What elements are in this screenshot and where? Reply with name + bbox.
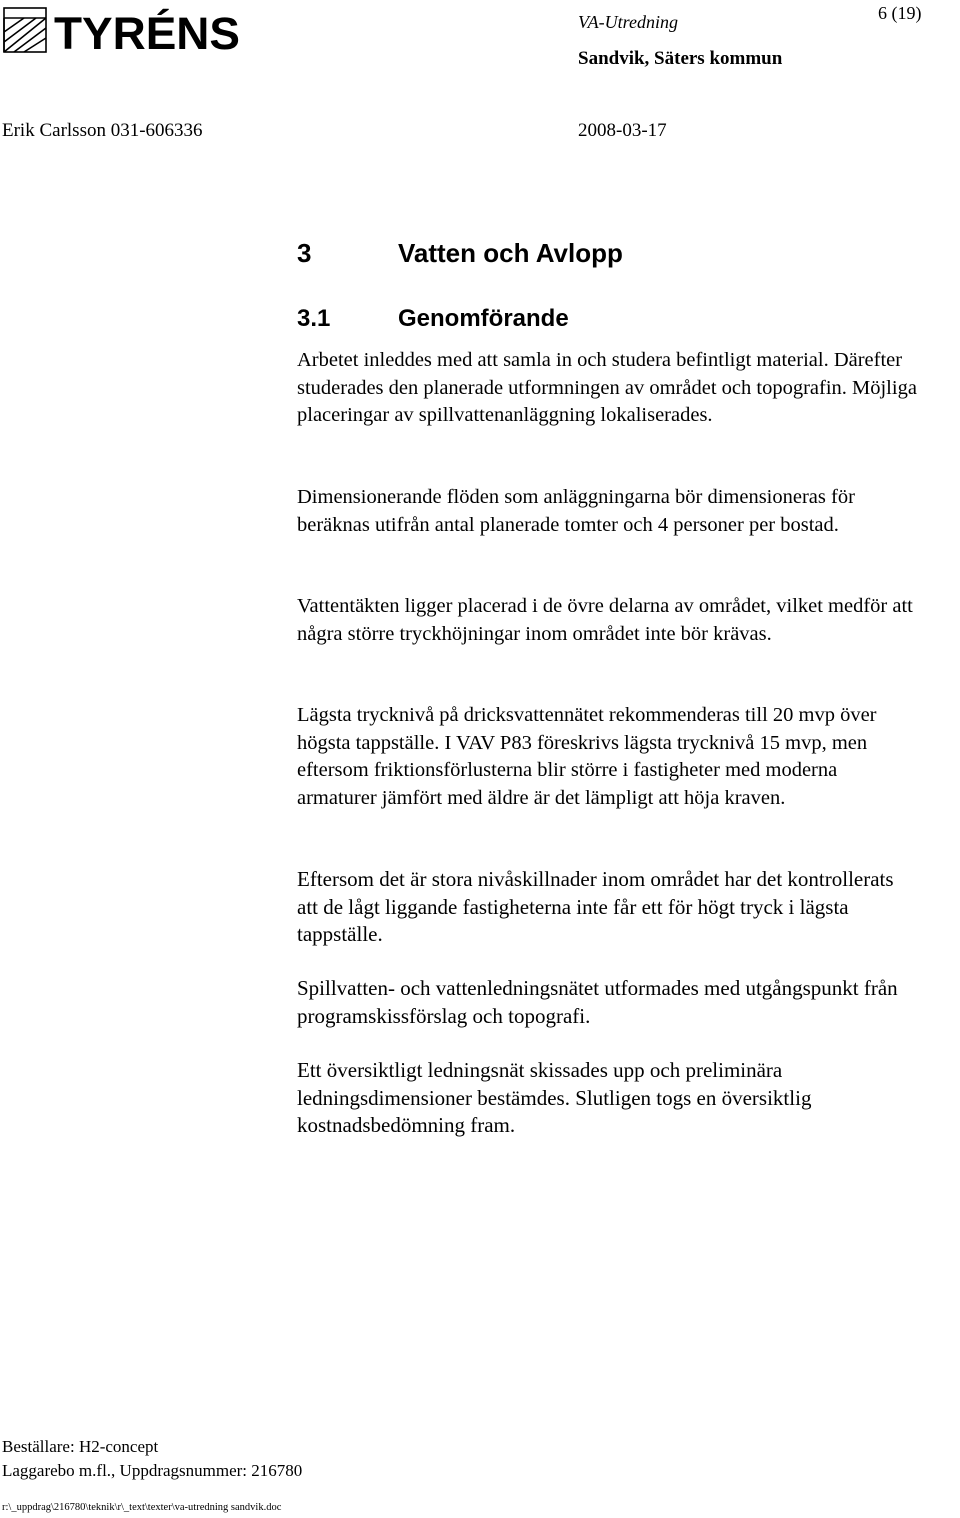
document-date: 2008-03-17	[578, 120, 667, 141]
logo-mark-icon	[4, 8, 46, 52]
body-paragraph-7: Ett översiktligt ledningsnät skissades upp och preliminära ledningsdimensioner bestämdes. Slutligen togs en översiktlig kostnadsbedömning fram.	[297, 1058, 812, 1137]
body-paragraph-1: Arbetet inleddes med att samla in och studera befintligt material. Därefter studerades den planerade utformningen av området och topografin. Möjliga placeringar av spillvattenanläggning lokaliserades.	[297, 349, 917, 426]
author-contact: Erik Carlsson 031-606336	[2, 120, 203, 141]
project-location: Sandvik, Säters kommun	[578, 48, 783, 69]
section-heading	[297, 238, 623, 269]
document-type: VA-Utredning	[578, 12, 678, 32]
footer-client: Beställare: H2-concept	[2, 1437, 159, 1456]
logo-wordmark: TYRÉNS	[54, 8, 240, 56]
body-paragraph-6: Spillvatten- och vattenledningsnätet utformades med utgångspunkt från programskissförslag och topografi.	[297, 976, 898, 1028]
body-paragraph-4: Lägsta trycknivå på dricksvattennätet rekommenderas till 20 mvp över högsta tappställe. I VAV P83 föreskrivs lägsta trycknivå 15 mvp, men eftersom friktionsförlusterna blir större i fastigheter med moderna armaturer jämfört med äldre är det lämpligt att höja kraven.	[297, 704, 877, 809]
subsection-title: Genomförande	[398, 305, 569, 332]
body-paragraph-3: Vattentäkten ligger placerad i de övre delarna av området, vilket medför att några större tryckhöjningar inom området inte bör krävas.	[297, 595, 913, 645]
footer-assignment: Laggarebo m.fl., Uppdragsnummer: 216780	[2, 1461, 303, 1480]
body-paragraph-2: Dimensionerande flöden som anläggningarna bör dimensioneras för beräknas utifrån antal planerade tomter och 4 personer per bostad.	[297, 486, 855, 536]
company-logo	[2, 6, 242, 56]
page-number: 6 (19)	[878, 3, 922, 23]
subsection-number: 3.1	[297, 305, 331, 332]
body-paragraph-5: Eftersom det är stora nivåskillnader inom området har det kontrollerats att de lågt liggande fastigheterna inte får ett för högt tryck i lägsta tappställe.	[297, 867, 894, 946]
section-number: 3	[297, 238, 312, 268]
footer-file-path: r:\_uppdrag\216780\teknik\r\_text\texter\va-utredning sandvik.doc	[2, 1502, 282, 1513]
subsection-heading	[297, 305, 569, 333]
section-title: Vatten och Avlopp	[398, 238, 623, 268]
